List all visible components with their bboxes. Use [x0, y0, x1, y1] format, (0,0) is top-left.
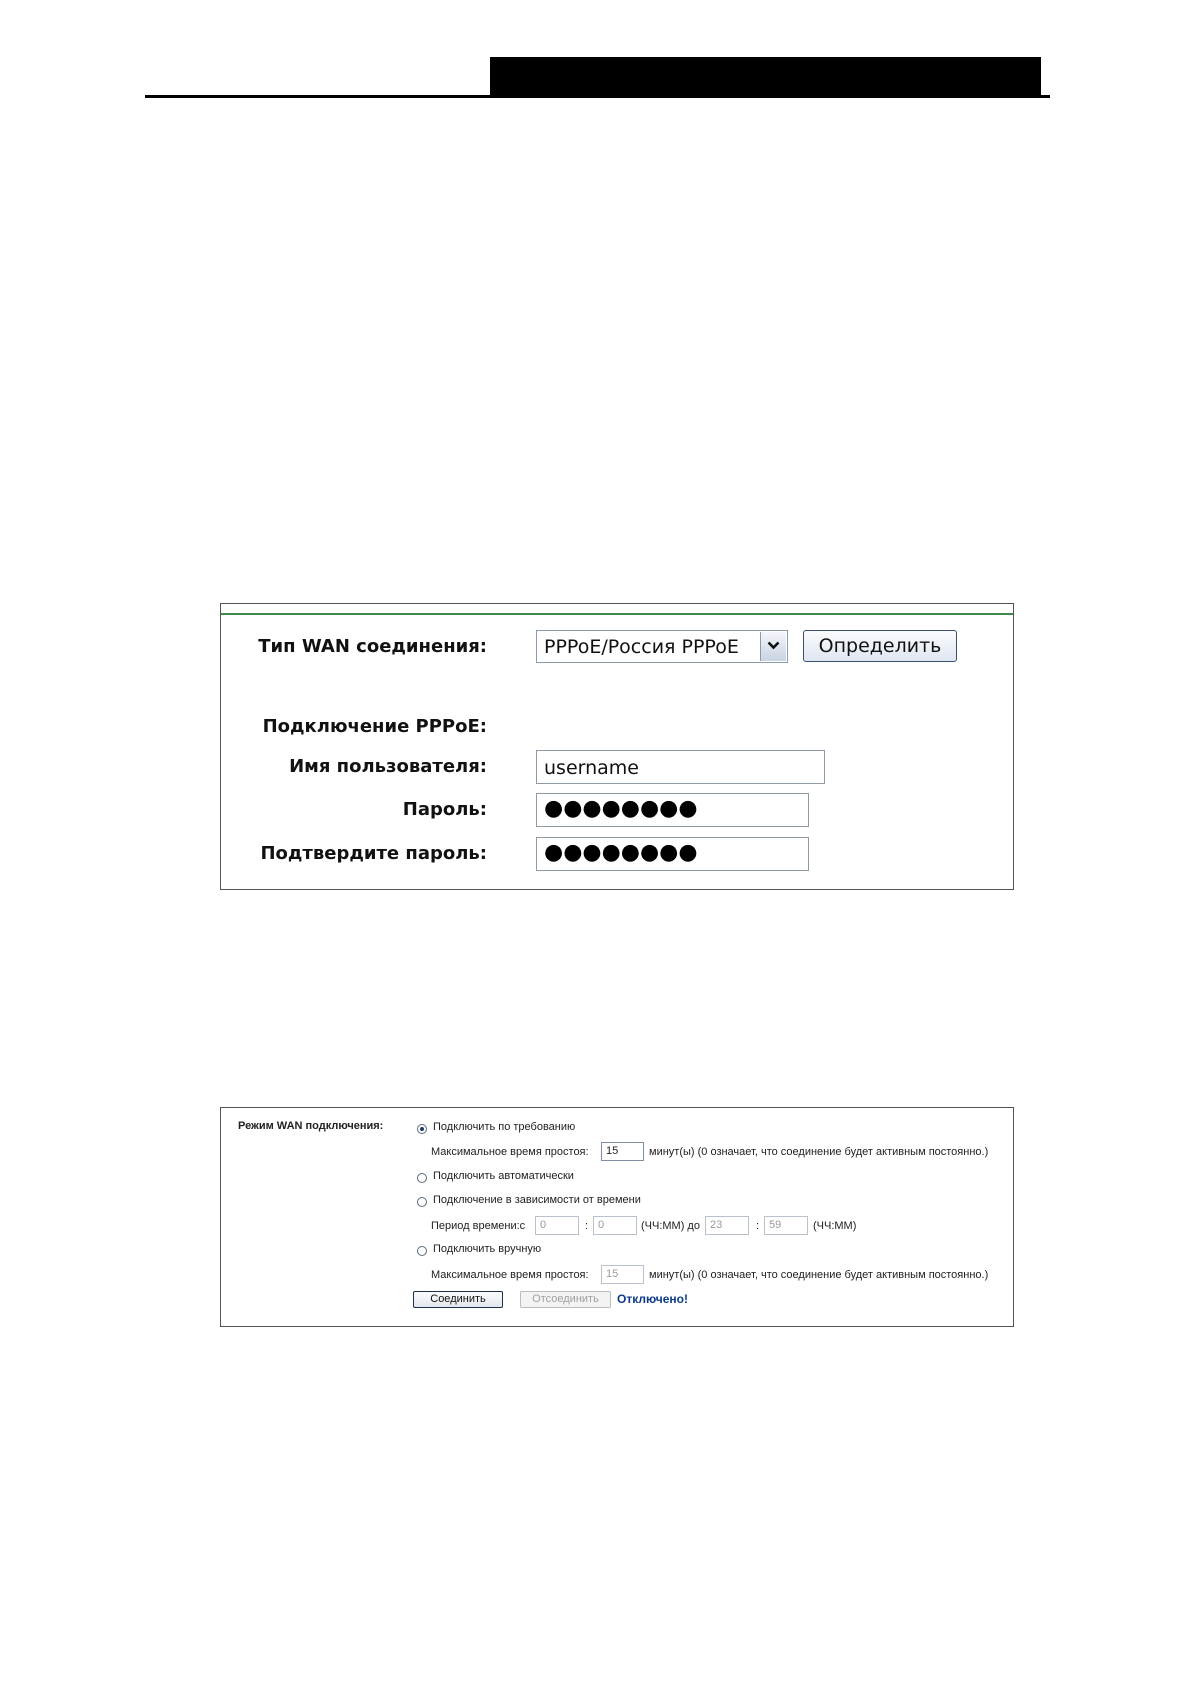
connection-status: Отключено!: [617, 1292, 688, 1306]
wan-settings-panel: [220, 603, 1014, 890]
header-divider: [1041, 57, 1043, 97]
manual-idle-input[interactable]: 15: [601, 1265, 644, 1284]
manual-idle-unit: минут(ы) (0 означает, что соединение будет активным постоянно.): [649, 1269, 989, 1281]
pppoe-section-label: Подключение PPPoE:: [262, 716, 487, 737]
radio-time-based[interactable]: [417, 1197, 427, 1207]
option-manual-label: Подключить вручную: [433, 1243, 542, 1255]
connection-mode-panel: [220, 1107, 1014, 1327]
period-format-to: (ЧЧ:ММ) до: [641, 1220, 700, 1232]
option-on-demand-label: Подключить по требованию: [433, 1121, 576, 1133]
connection-mode-label: Режим WAN подключения:: [238, 1120, 384, 1132]
radio-manual[interactable]: [417, 1246, 427, 1256]
wan-type-label: Тип WAN соединения:: [258, 636, 487, 657]
manual-idle-label: Максимальное время простоя:: [431, 1269, 589, 1281]
wan-type-value: PPPoE/Россия PPPoE: [544, 636, 739, 658]
confirm-password-label: Подтвердите пароль:: [260, 843, 487, 864]
period-from-hh-input[interactable]: 0: [535, 1216, 579, 1235]
username-value: username: [544, 757, 639, 779]
period-from-mm-input[interactable]: 0: [593, 1216, 637, 1235]
username-label: Имя пользователя:: [289, 756, 487, 777]
period-to-colon: :: [756, 1220, 760, 1232]
period-to-hh-input[interactable]: 23: [705, 1216, 749, 1235]
password-input[interactable]: [536, 793, 809, 827]
wan-type-select[interactable]: [536, 630, 788, 663]
period-to-mm-input[interactable]: 59: [764, 1216, 808, 1235]
detect-button[interactable]: Определить: [803, 630, 957, 662]
disconnect-button[interactable]: Отсоединить: [520, 1291, 611, 1308]
connect-button[interactable]: Соединить: [413, 1291, 503, 1308]
max-idle-label: Максимальное время простоя:: [431, 1146, 589, 1158]
max-idle-unit: минут(ы) (0 означает, что соединение будет активным постоянно.): [649, 1146, 989, 1158]
period-format: (ЧЧ:ММ): [813, 1220, 857, 1232]
confirm-password-input[interactable]: [536, 837, 809, 871]
confirm-password-mask: ●●●●●●●●: [544, 840, 698, 865]
period-from-colon: :: [585, 1220, 589, 1232]
option-time-based-label: Подключение в зависимости от времени: [433, 1194, 641, 1206]
radio-on-demand[interactable]: [417, 1124, 427, 1134]
period-label: Период времени:с: [431, 1220, 526, 1232]
panel-top-rule: [221, 613, 1013, 615]
max-idle-input[interactable]: 15: [601, 1142, 644, 1161]
header-bar: [490, 57, 1043, 97]
password-label: Пароль:: [402, 799, 487, 820]
header-rule: [145, 95, 1050, 98]
password-mask: ●●●●●●●●: [544, 796, 698, 821]
username-input[interactable]: [536, 750, 825, 784]
option-auto-label: Подключить автоматически: [433, 1170, 574, 1182]
chevron-down-icon[interactable]: [760, 632, 786, 661]
radio-auto[interactable]: [417, 1173, 427, 1183]
